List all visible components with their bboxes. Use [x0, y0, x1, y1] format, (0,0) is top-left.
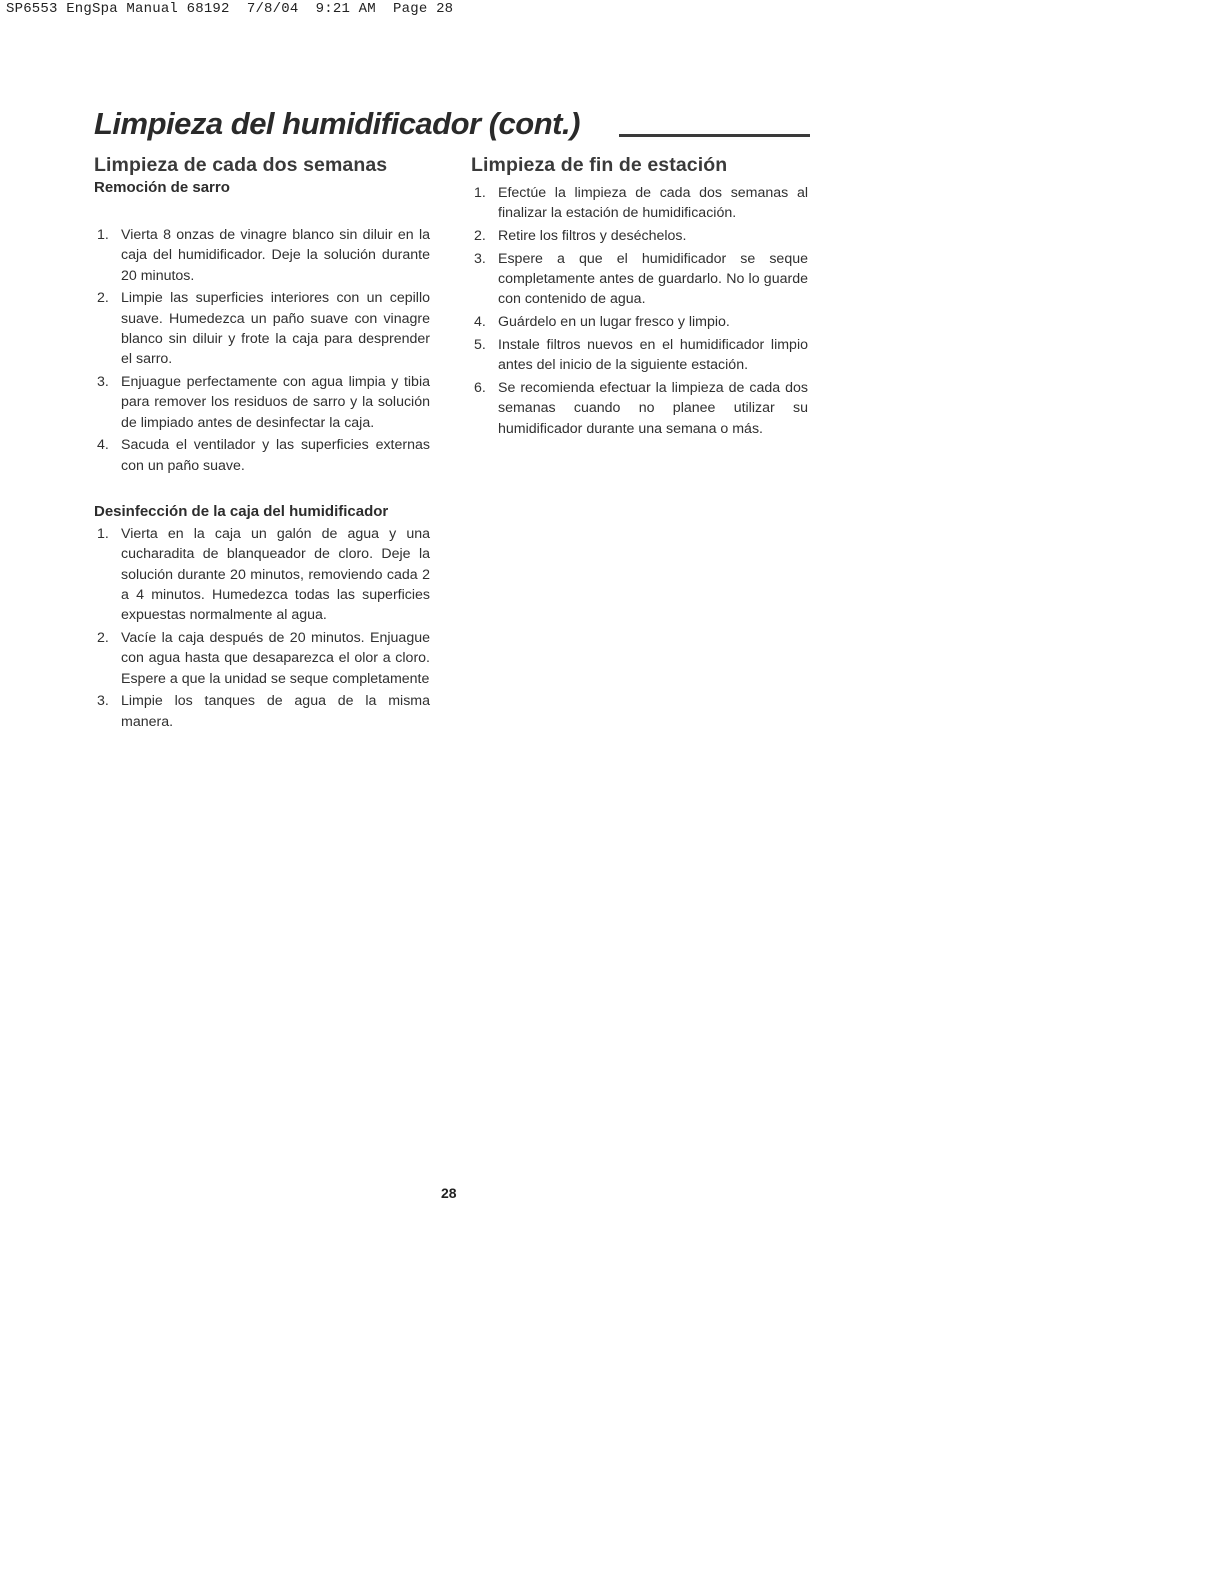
disinfection-heading: Desinfección de la caja del humidificador: [94, 503, 389, 521]
title-rule: [619, 134, 810, 137]
step-text: Limpie los tanques de agua de la misma manera.: [121, 693, 430, 730]
step-text: Vacíe la caja después de 20 minutos. Enjuague con agua hasta que desaparezca el olor a cloro. Espere a que la unidad se seque completamente: [121, 630, 430, 687]
step-text: Guárdelo en un lugar fresco y limpio.: [498, 314, 730, 331]
step-number: 2.: [474, 228, 486, 245]
end-of-season-steps: [471, 183, 808, 439]
list-item: [94, 628, 430, 689]
page-title: Limpieza del humidificador (cont.): [94, 106, 580, 141]
list-item: [471, 183, 808, 224]
step-text: Limpie las superficies interiores con un cepillo suave. Humedezca un paño suave con vinagre blanco sin diluir y frote la caja para desprender el sarro.: [121, 290, 430, 368]
step-number: 2.: [97, 630, 109, 647]
step-text: Retire los filtros y deséchelos.: [498, 228, 687, 245]
left-column: [94, 152, 430, 735]
list-item: [94, 225, 430, 286]
list-item: [94, 288, 430, 369]
step-number: 1.: [474, 185, 486, 201]
step-text: Enjuague perfectamente con agua limpia y tibia para remover los residuos de sarro y la solución de limpiado antes de desinfectar la caja.: [121, 374, 430, 431]
step-number: 3.: [97, 374, 109, 391]
step-text: Vierta 8 onzas de vinagre blanco sin diluir en la caja del humidificador. Deje la solución durante 20 minutos.: [121, 227, 430, 284]
step-number: 1.: [97, 526, 109, 543]
list-item: [471, 378, 808, 439]
scale-removal-heading: Remoción de sarro: [94, 179, 230, 196]
list-item: [94, 435, 430, 476]
end-of-season-heading: Limpieza de fin de estación: [471, 154, 728, 176]
step-number: 6.: [474, 380, 486, 397]
list-item: [94, 372, 430, 433]
step-number: 5.: [474, 337, 486, 354]
step-number: 4.: [97, 437, 109, 454]
step-text: Vierta en la caja un galón de agua y una cucharadita de blanqueador de cloro. Deje la solución durante 20 minutos, removiendo cada 2 a 4 minutos. Humedezca todas las superficies expuestas normalmente al agua.: [121, 526, 430, 624]
step-text: Instale filtros nuevos en el humidificador limpio antes del inicio de la siguiente estación.: [498, 337, 808, 374]
step-number: 4.: [474, 314, 486, 331]
title-row: [94, 106, 810, 146]
step-text: Sacuda el ventilador y las superficies externas con un paño suave.: [121, 437, 430, 474]
list-item: [471, 312, 808, 332]
step-number: 3.: [97, 693, 109, 710]
list-item: [471, 335, 808, 376]
step-text: Espere a que el humidificador se seque completamente antes de guardarlo. No lo guarde con contenido de agua.: [498, 250, 808, 308]
step-number: 2.: [97, 290, 109, 307]
list-item: [471, 226, 808, 246]
page-number: 28: [441, 1185, 457, 1201]
list-item: [94, 524, 430, 625]
list-item: [94, 691, 430, 732]
step-number: 3.: [474, 250, 486, 267]
print-header: SP6553 EngSpa Manual 68192 7/8/04 9:21 AM Page 28: [6, 1, 454, 17]
step-number: 1.: [97, 227, 109, 243]
biweekly-cleaning-heading: Limpieza de cada dos semanas: [94, 154, 388, 176]
right-column: [471, 152, 808, 442]
step-text: Se recomienda efectuar la limpieza de cada dos semanas cuando no planee utilizar su humidificador durante una semana o más.: [498, 380, 808, 437]
scale-removal-steps: [94, 225, 430, 476]
list-item: [471, 249, 808, 310]
step-text: Efectúe la limpieza de cada dos semanas al finalizar la estación de humidificación.: [498, 185, 808, 222]
disinfection-steps: [94, 524, 430, 732]
